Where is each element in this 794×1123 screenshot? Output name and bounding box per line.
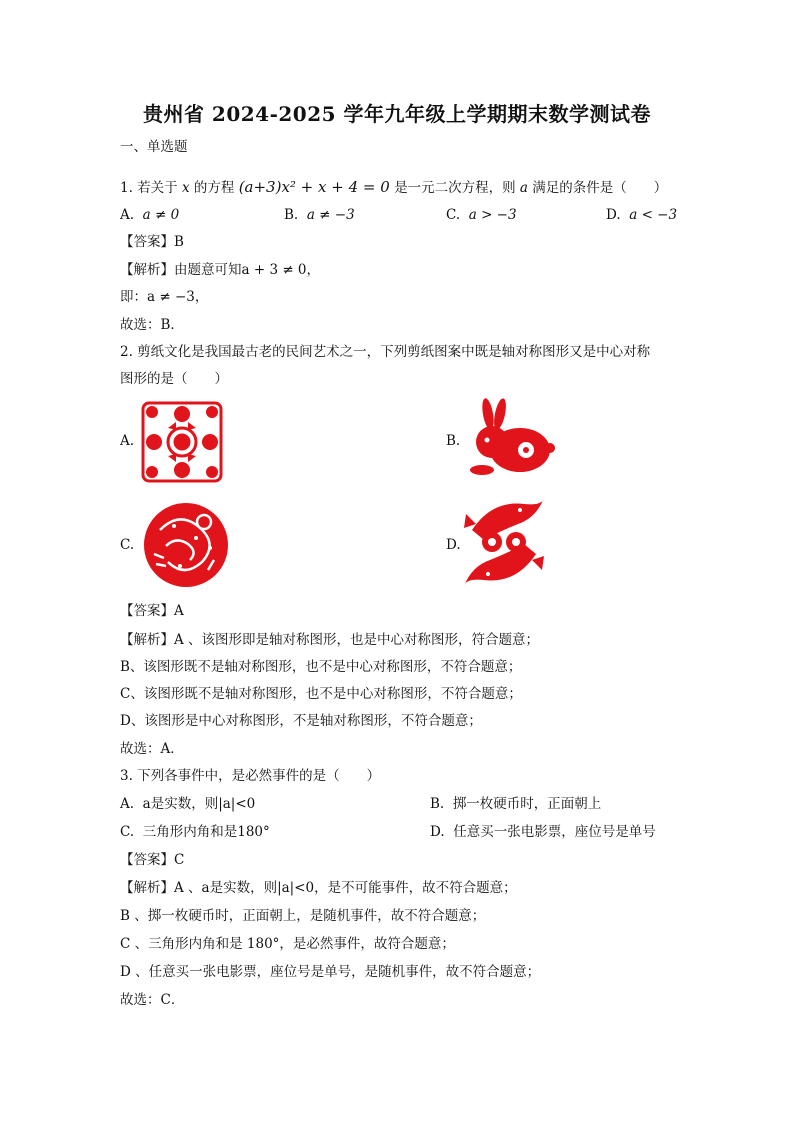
paper-cut-fish-pair-image [462,494,546,590]
q1-analysis: 【解析】由题意可知a + 3 ≠ 0， [120,262,321,278]
q2-answer: 【答案】A [120,603,184,619]
q3-answer: 【答案】C [120,852,185,868]
q2-analysis: C、该图形既不是轴对称图形，也不是中心对称图形，不符合题意； [120,686,522,702]
q2-option-b-label: B. [446,433,461,449]
q1-equation: (a+3)x² + x + 4 = 0 [238,178,390,196]
option-label: B. [284,207,299,223]
q1-stem [120,177,667,198]
option-text: a > −3 [468,207,517,223]
option-label: A. [120,796,135,812]
option-text: 任意买一张电影票，座位号是单号 [453,824,656,840]
page-title: 贵州省 2024-2025 学年九年级上学期期末数学测试卷 [142,102,652,126]
q3-option-d [430,822,656,842]
q1-answer: 【答案】B [120,234,184,250]
q1-option-c [446,205,517,225]
option-label: D. [430,824,445,840]
option-text: 三角形内角和是180° [142,824,270,840]
q3-analysis: D 、任意买一张电影票，座位号是单号，是随机事件，故不符合题意； [120,964,541,980]
q1-var-a: a [519,180,528,196]
q3-option-b [430,794,601,814]
q1-end: 满足的条件是（ ） [532,180,668,196]
q1-analysis: 即：a ≠ −3， [120,289,209,305]
paper-cut-dragon-medallion-image [140,500,232,590]
q2-analysis: B、该图形既不是轴对称图形，也不是中心对称图形，不符合题意； [120,659,522,675]
option-text: a < −3 [629,207,678,223]
option-text: a是实数，则|a|<0 [142,796,256,812]
q3-analysis: 故选：C． [120,992,185,1008]
q2-option-c-label: C. [120,537,135,553]
paper-cut-rabbit-image [466,398,558,478]
q2-stem-line1: 2. 剪纸文化是我国最古老的民间艺术之一，下列剪纸图案中既是轴对称图形又是中心对称 [120,344,651,360]
q2-analysis: 【解析】A 、该图形即是轴对称图形，也是中心对称图形，符合题意； [120,632,540,648]
option-label: C. [120,824,135,840]
q1-option-d [606,205,677,225]
option-label: D. [606,207,621,223]
q1-prefix: 1. 若关于 [120,180,178,196]
paper-cut-symmetric-flower-image [138,398,226,486]
q2-option-d-label: D. [446,537,461,553]
option-label: A. [120,207,135,223]
q1-var-x: x [181,180,190,196]
q2-stem-line2: 图形的是（ ） [120,371,228,387]
q2-analysis: D、该图形是中心对称图形，不是轴对称图形，不符合题意； [120,713,482,729]
q2-option-a-label: A. [120,433,135,449]
q3-analysis: B 、掷一枚硬币时，正面朝上，是随机事件，故不符合题意； [120,908,486,924]
q3-option-c [120,822,270,842]
q2-analysis: 故选：A． [120,741,184,757]
q3-option-a [120,794,255,814]
section-heading: 一、单选题 [120,139,188,155]
option-text: a ≠ −3 [306,207,355,223]
option-label: C. [446,207,461,223]
option-text: 掷一枚硬币时，正面朝上 [452,796,602,812]
q3-stem: 3. 下列各事件中，是必然事件的是（ ） [120,768,381,784]
q3-analysis: 【解析】A 、a是实数，则|a|<0，是不可能事件，故不符合题意； [120,880,517,896]
q1-option-b [284,205,355,225]
option-text: a ≠ 0 [142,207,180,223]
q1-analysis: 故选：B． [120,317,184,333]
q1-option-a [120,205,179,225]
q1-mid: 的方程 [193,180,235,196]
q3-analysis: C 、三角形内角和是 180°，是必然事件，故符合题意； [120,936,455,952]
q1-suffix: 是一元二次方程，则 [394,180,516,196]
option-label: B. [430,796,445,812]
